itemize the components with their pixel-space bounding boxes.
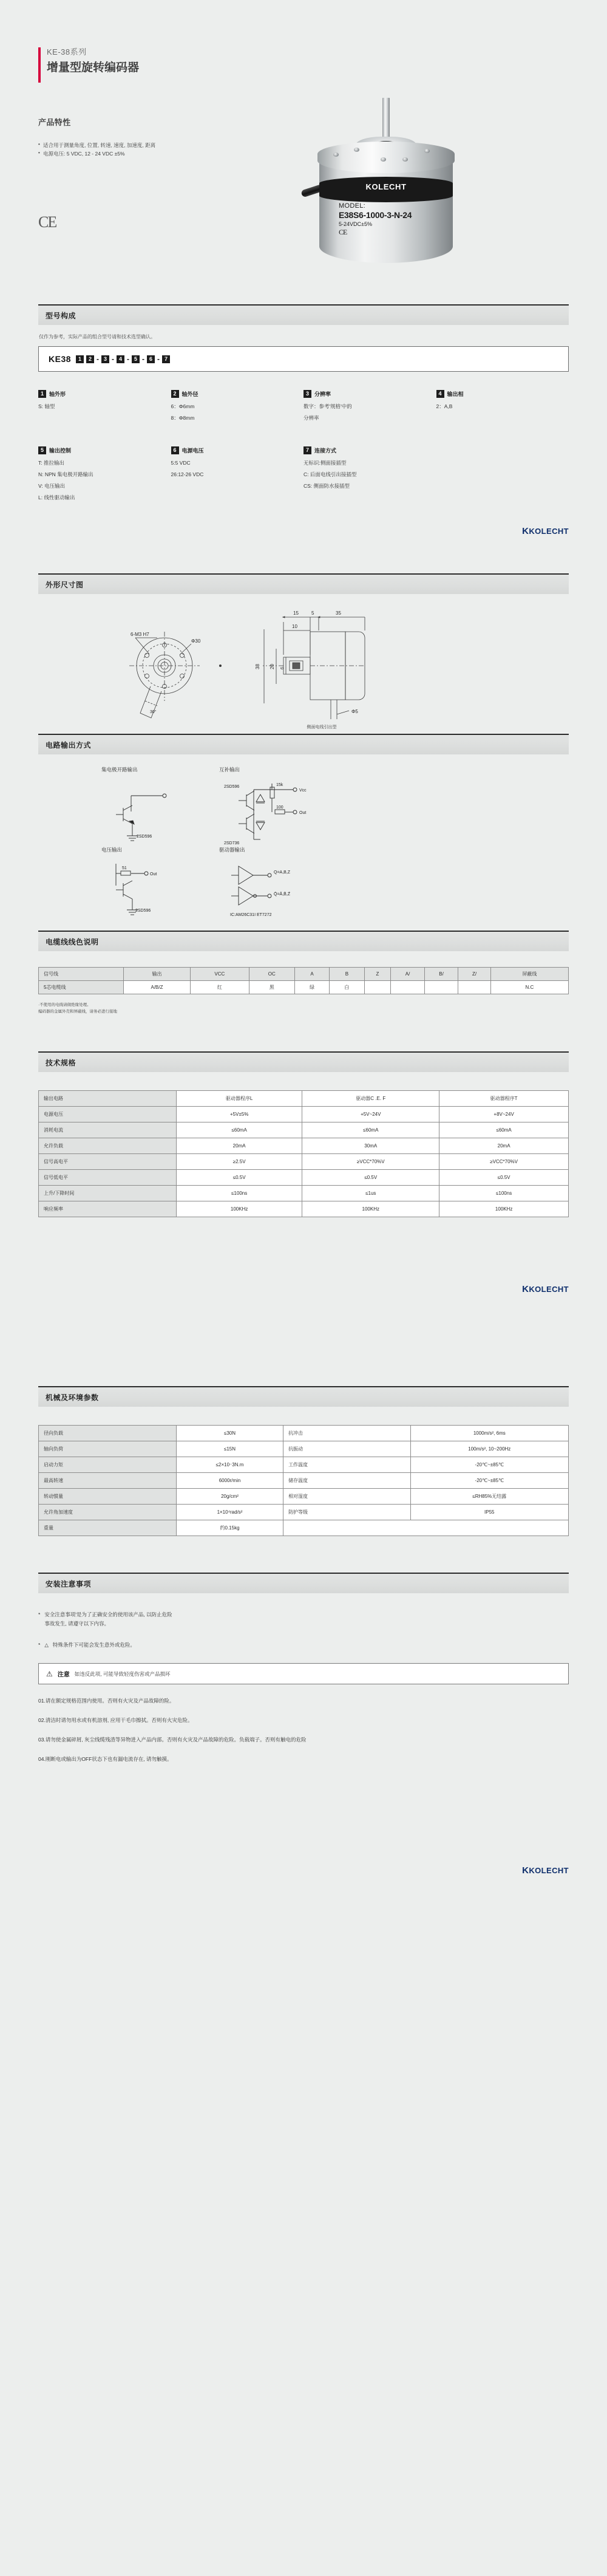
cell-value: +8V~24V [439, 1107, 569, 1122]
circuit-title-complementary: 互补输出 [219, 767, 240, 773]
list-item: 03.请勿使金属碎屑, 灰尘线缆残渣等异物进入产品内部。否则有火灾及产品故障的危险。负载端子。否则有触电的危险 [38, 1737, 307, 1743]
star-marker: * [38, 1642, 41, 1648]
row-label: 信号高电平 [39, 1154, 177, 1170]
group-title: 轴外形 [49, 391, 66, 397]
watermark-brand: KOLECHT [529, 1866, 569, 1875]
dimension-svg [38, 594, 569, 725]
circuit-diagrams [38, 754, 569, 931]
dimension-caption: 侧面电线引出型 [307, 725, 337, 729]
row-label: 允许角加速度 [39, 1505, 177, 1520]
group-option: 分辨率 [304, 415, 319, 421]
circuit-output-section [38, 734, 569, 931]
group-option: 6：Φ6mm [171, 403, 195, 409]
cell-value: 100KHz [439, 1201, 569, 1217]
col-header-output-circuit: 输出电路 [39, 1091, 177, 1107]
dim-label-angle: 30° [150, 710, 157, 714]
row-label-2: 抗冲击 [283, 1426, 411, 1441]
nameplate-model: E38S6-1000-3-N-24 [339, 210, 412, 220]
group-option: 数字：参考'规格'中的 [304, 403, 352, 409]
table-row [39, 1107, 569, 1122]
section-title: 电路输出方式 [38, 734, 569, 754]
table-row [39, 1426, 569, 1441]
table-row [39, 1186, 569, 1201]
cell-value-2: ≤RH85%无结露 [410, 1489, 568, 1505]
cell-z-inv [458, 981, 490, 994]
section-title: 技术规格 [38, 1051, 569, 1072]
encoder-flange [317, 142, 455, 173]
cell-value: 30mA [302, 1138, 439, 1154]
model-group-2 [171, 390, 304, 426]
row-label: 允许负载 [39, 1138, 177, 1154]
row-label-2: 抗振动 [283, 1441, 411, 1457]
series-name: KE-38系列 [47, 47, 87, 56]
group-number: 5 [38, 446, 46, 454]
cell-value: ≥2.5V [176, 1154, 302, 1170]
watermark-logo-2: KKOLECHT [522, 1284, 569, 1294]
model-group-empty [436, 446, 569, 505]
cell-value: +5V~24V [302, 1107, 439, 1122]
model-structure-note: 仅作为参考，实际产品的组合型号请和技术选型确认。 [39, 334, 155, 340]
group-title: 电源电压 [181, 448, 204, 454]
circuit-svg [38, 754, 569, 928]
dim-label-cable: Φ5 [351, 709, 358, 714]
star-note-line1: 安全注意事项'是为了正确安全的使用该产品, 以防止危险 [44, 1611, 172, 1618]
group-title: 输出相 [447, 391, 464, 397]
encoder-brand-band [319, 177, 453, 202]
dim-label-10: 10 [292, 624, 297, 629]
cell-value: 1×10⁴rad/s² [176, 1505, 283, 1520]
section-title: 安装注意事项 [38, 1573, 569, 1593]
cell-empty [283, 1520, 569, 1536]
install-star-note-2 [38, 1641, 569, 1650]
cell-value: 20mA [439, 1138, 569, 1154]
part-label-51: 51 [122, 866, 127, 870]
row-label-2: 工作温度 [283, 1457, 411, 1473]
part-label-2sd736: 2SD736 [224, 841, 240, 846]
dim-label-5: 5 [311, 610, 314, 616]
cell-value: ≥VCC*70%V [302, 1154, 439, 1170]
table-row [39, 1138, 569, 1154]
cell-value: 20g/cm² [176, 1489, 283, 1505]
group-option: N: NPN 集电极开路输出 [38, 471, 93, 477]
row-label-2: 储存温度 [283, 1473, 411, 1489]
mech-env-section [38, 1386, 569, 1536]
dim-label-35: 35 [336, 610, 341, 616]
group-title: 分辨率 [314, 391, 331, 397]
dim-label-bolt-circle: Φ30 [191, 638, 201, 644]
cell-value: ≤2×10⁻3N.m [176, 1457, 283, 1473]
part-label-q: Q=A,B,Z [274, 870, 291, 875]
model-groups-row-2 [38, 446, 569, 505]
cell-b: 白 [330, 981, 364, 994]
nameplate-ce-icon: CE [339, 228, 347, 236]
cell-value: ≤100ns [439, 1186, 569, 1201]
part-label-15k: 15k [276, 783, 283, 787]
circuit-title-line-driver: 驱动器输出 [219, 847, 245, 853]
list-item: 02.清洁时请勿用水或有机溶剂, 应用干毛巾擦拭。否则有火灾危险。 [38, 1717, 193, 1723]
row-label: 最高转速 [39, 1473, 177, 1489]
group-title: 轴外径 [181, 391, 198, 397]
install-notes-section [38, 1573, 569, 1763]
table-row [39, 1505, 569, 1520]
cell-value: ≤0.5V [439, 1170, 569, 1186]
row-label: 消耗电流 [39, 1122, 177, 1138]
dash-separator: - [127, 355, 130, 363]
part-label-2sd596-c: 2SD596 [135, 909, 151, 913]
cell-value: ≤0.5V [176, 1170, 302, 1186]
col-header-oc: OC [249, 968, 294, 981]
section-title: 机械及环境参数 [38, 1386, 569, 1407]
cell-value: 6000r/min [176, 1473, 283, 1489]
model-digit-1: 1 [76, 355, 84, 363]
cable-notes [38, 1002, 569, 1015]
col-header-a-inv: A/ [391, 968, 425, 981]
part-label-out-1: Out [299, 811, 307, 815]
cell-value: 100KHz [176, 1201, 302, 1217]
col-header-vcc: VCC [191, 968, 249, 981]
row-label: 径向负载 [39, 1426, 177, 1441]
col-header-output: 输出 [124, 968, 191, 981]
mech-env-table [38, 1425, 569, 1536]
row-label: 转动惯量 [39, 1489, 177, 1505]
part-label-2sd596-a: 2SD596 [137, 835, 152, 839]
table-row [39, 1201, 569, 1217]
table-row [39, 1473, 569, 1489]
cell-output: A/B/Z [124, 981, 191, 994]
cell-value: +5V±5% [176, 1107, 302, 1122]
part-label-qbar: Q̄=Ā,B̄,Z̄ [274, 892, 291, 897]
table-row [39, 981, 569, 994]
table-row [39, 1457, 569, 1473]
model-group-7 [304, 446, 436, 505]
list-item: 04.刚断电或输出为OFF状态下也有漏电流存在, 请勿触摸。 [38, 1756, 172, 1762]
cell-value: ≤1us [302, 1186, 439, 1201]
row-label: 电源电压 [39, 1107, 177, 1122]
cell-value: 20mA [176, 1138, 302, 1154]
cable-color-table [38, 967, 569, 994]
cable-note-2: 编码器的金属外壳和屏蔽线，请务必进行接地 [38, 1010, 117, 1014]
part-label-2sd596-b: 2SD596 [224, 785, 240, 789]
cell-value-2: IP55 [410, 1505, 568, 1520]
cell-value: 约0.15kg [176, 1520, 283, 1536]
part-label-out-2: Out [150, 872, 157, 876]
row-label-2: 防护等级 [283, 1505, 411, 1520]
table-row [39, 1154, 569, 1170]
table-row [39, 1441, 569, 1457]
group-option: S: 轴型 [38, 403, 55, 409]
dash-separator: - [142, 355, 145, 363]
cell-b-inv [424, 981, 458, 994]
group-option: CS: 侧面防水接插型 [304, 483, 350, 489]
part-label-vcc: Vcc [299, 788, 307, 793]
brand-text: KOLECHT [365, 182, 407, 191]
group-number: 4 [436, 390, 444, 398]
dim-label-6: 6 [280, 667, 285, 669]
row-label: 重量 [39, 1520, 177, 1536]
cell-value: ≤100ns [176, 1186, 302, 1201]
cell-z [364, 981, 391, 994]
features-heading: 产品特性 [38, 118, 71, 127]
cell-a: 绿 [294, 981, 329, 994]
cell-value: ≤60mA [176, 1122, 302, 1138]
dash-separator: - [112, 355, 115, 363]
part-label-ic: IC:AM26C31I ET7272 [230, 913, 272, 917]
group-option: L: 线性驱动输出 [38, 494, 75, 501]
star-note-text [44, 1610, 172, 1628]
table-header-row [39, 1091, 569, 1107]
group-option: 无标识:侧面接插型 [304, 460, 347, 466]
col-header-b-inv: B/ [424, 968, 458, 981]
caution-text: 如违反此项, 可能导致轻度伤害或产品损坏 [74, 1670, 171, 1677]
cell-oc: 黑 [249, 981, 294, 994]
model-group-4 [436, 390, 569, 426]
model-groups-row-1 [38, 390, 569, 426]
caution-banner [38, 1663, 569, 1684]
table-row [39, 1122, 569, 1138]
cell-shield: N.C [490, 981, 568, 994]
cell-value: ≤60mA [439, 1122, 569, 1138]
screw-icon [402, 157, 408, 162]
watermark-brand: KOLECHT [529, 527, 569, 536]
group-title: 连接方式 [314, 448, 337, 454]
title-block [38, 46, 607, 77]
model-group-5 [38, 446, 171, 505]
screw-icon [333, 152, 339, 157]
table-row [39, 1520, 569, 1536]
product-features [38, 116, 293, 158]
circuit-title-open-collector: 集电极开路输出 [101, 767, 138, 773]
product-photo [284, 98, 484, 298]
features-list [38, 141, 293, 158]
screw-icon [354, 148, 359, 152]
row-label: 信号低电平 [39, 1170, 177, 1186]
col-header-driver-l: 驱动器程序L [176, 1091, 302, 1107]
group-number: 7 [304, 446, 311, 454]
col-header-driver-cef: 驱动器C .E. F [302, 1091, 439, 1107]
ce-mark-icon: CE [38, 213, 56, 231]
model-digit-5: 5 [132, 355, 140, 363]
group-number: 3 [304, 390, 311, 398]
tech-spec-table [38, 1090, 569, 1217]
dash-separator: - [157, 355, 160, 363]
install-numbered-list [38, 1696, 569, 1763]
dimensions-section [38, 573, 569, 734]
model-digit-4: 4 [117, 355, 124, 363]
group-number: 6 [171, 446, 179, 454]
model-code-box [38, 346, 569, 372]
part-label-100: 100 [276, 805, 283, 810]
col-header-z: Z [364, 968, 391, 981]
group-option: 2：A,B [436, 403, 453, 409]
model-group-6 [171, 446, 304, 505]
group-option: 5:5 VDC [171, 460, 191, 466]
section-title: 外形尺寸图 [38, 573, 569, 594]
group-option: T: 推拉输出 [38, 460, 64, 466]
model-structure-section [38, 304, 569, 505]
cell-value-2: -20℃~±85℃ [410, 1457, 568, 1473]
col-header-z-inv: Z/ [458, 968, 490, 981]
nameplate-model-prefix: MODEL: [339, 202, 365, 210]
cell-value: ≤60mA [302, 1122, 439, 1138]
model-digit-3: 3 [101, 355, 109, 363]
col-header-b: B [330, 968, 364, 981]
warning-triangle-icon: △ [44, 1642, 49, 1648]
features-and-photo [0, 116, 607, 304]
star-note-text: 特殊条件下可能会发生意外或危险。 [52, 1642, 135, 1648]
list-item: 01.请在额定规格范围内使用。否则有火灾及产品故障的险。 [38, 1698, 175, 1704]
col-header-driver-t: 驱动器程序T [439, 1091, 569, 1107]
cell-value: ≥VCC*70%V [439, 1154, 569, 1170]
dim-label-38: 38 [255, 664, 260, 669]
list-item: • 电源电压: 5 VDC, 12 - 24 VDC ±5% [38, 149, 293, 158]
watermark-brand: KOLECHT [529, 1285, 569, 1294]
document-header [0, 0, 607, 77]
install-star-note-1 [38, 1610, 569, 1628]
row-label-2: 相对湿度 [283, 1489, 411, 1505]
row-label: 5芯电缆线 [39, 981, 124, 994]
model-digit-7: 7 [162, 355, 170, 363]
model-group-3 [304, 390, 436, 426]
watermark-logo-1: KKOLECHT [522, 526, 569, 536]
circuit-title-voltage: 电压输出 [101, 847, 123, 853]
warning-triangle-icon: ⚠ [46, 1669, 53, 1678]
dim-label-thread: 6-M3 H7 [131, 632, 149, 637]
group-number: 1 [38, 390, 46, 398]
encoder-nameplate [325, 202, 447, 237]
col-header-shield: 屏蔽线 [490, 968, 568, 981]
table-header-row [39, 968, 569, 981]
group-title: 输出控制 [49, 448, 72, 454]
cell-value-2: -20℃~±85℃ [410, 1473, 568, 1489]
cell-value: ≤30N [176, 1426, 283, 1441]
cell-value: 100KHz [302, 1201, 439, 1217]
row-label: 轴向负荷 [39, 1441, 177, 1457]
watermark-logo-3: KKOLECHT [522, 1865, 569, 1876]
page-title: 增量型旋转编码器 [47, 61, 140, 74]
col-header-a: A [294, 968, 329, 981]
group-option: 26:12-26 VDC [171, 471, 204, 477]
nameplate-voltage: 5-24VDC±5% [339, 221, 372, 227]
group-number: 2 [171, 390, 179, 398]
row-label: 响应频率 [39, 1201, 177, 1217]
cell-value: ≤0.5V [302, 1170, 439, 1186]
cable-colors-section [38, 931, 569, 1015]
cell-value-2: 100m/s², 10~200Hz [410, 1441, 568, 1457]
model-group-1 [38, 390, 171, 426]
list-item: • 适合用于测量角度, 位置, 转速, 速度, 加速度, 距离 [38, 141, 293, 149]
dimension-drawing [38, 594, 569, 734]
cable-note-1: ·不使用的电线请做绝缘处理。 [38, 1003, 91, 1007]
model-prefix: KE38 [49, 354, 72, 364]
caution-word: 注意 [57, 1672, 70, 1678]
model-digit-6: 6 [147, 355, 155, 363]
cell-value-2: 1000m/s², 6ms [410, 1426, 568, 1441]
screw-icon [424, 149, 430, 153]
cell-a-inv [391, 981, 425, 994]
model-digit-2: 2 [86, 355, 94, 363]
table-row [39, 1170, 569, 1186]
row-label: 启动力矩 [39, 1457, 177, 1473]
install-notes-body [38, 1610, 569, 1763]
group-option: V: 电压输出 [38, 483, 66, 489]
cell-vcc: 红 [191, 981, 249, 994]
star-marker: * [38, 1611, 41, 1618]
tech-spec-section [38, 1051, 569, 1217]
section-title: 电缆线线色说明 [38, 931, 569, 951]
star-note-line2: 事故发生, 请遵守以下内容。 [44, 1621, 110, 1627]
group-option: 8：Φ8mm [171, 415, 195, 421]
group-option: C: 后面电线引出接插型 [304, 471, 357, 477]
dim-label-15: 15 [293, 610, 299, 616]
cell-value: ≤15N [176, 1441, 283, 1457]
dim-label-20: 20 [270, 664, 275, 669]
section-title: 型号构成 [38, 304, 569, 325]
dash-separator: - [97, 355, 100, 363]
row-label: 上升/下降时间 [39, 1186, 177, 1201]
col-header-signal: 信号线 [39, 968, 124, 981]
table-row [39, 1489, 569, 1505]
screw-icon [381, 157, 386, 162]
